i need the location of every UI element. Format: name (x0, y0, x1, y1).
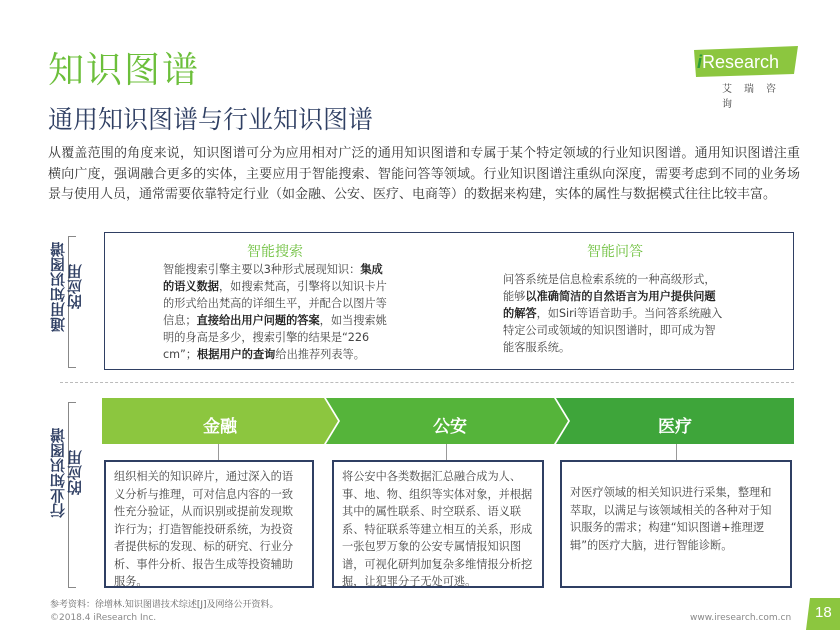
smart-search-title: 智能搜索 (247, 244, 303, 260)
security-connector (446, 444, 447, 460)
page-number: 18 (815, 604, 832, 621)
general-applications-box (104, 232, 794, 370)
smart-qa-text: 问答系统是信息检索系统的一种高级形式，能够以准确简洁的自然语言为用户提供问题的解答，如Siri等语音助手。当问答系统融入特定公司或领域的知识图谱时，即可成为智能客服系统。 (503, 273, 723, 354)
medical-label: 医疗 (658, 417, 692, 437)
iresearch-logo (694, 46, 798, 110)
page-title: 知识图谱 (48, 50, 201, 91)
logo-wordmark: iResearch (697, 52, 780, 72)
source-note: 参考资料：徐增林.知识图谱技术综述[J]及网络公开资料。 (50, 600, 279, 610)
copyright: ©2018.4 iResearch Inc. (50, 613, 157, 623)
finance-connector (218, 444, 219, 460)
section-divider (60, 382, 794, 383)
finance-card: 组织相关的知识碎片，通过深入的语义分析与推理，可对信息内容的一致性充分验证，从而识别或提前发现欺诈行为；打造智能投研系统，为投资者提供标的发现、标的研究、行业分析、事件分析、报告生成等投资辅助服务。 (104, 460, 314, 588)
intro-paragraph: 从覆盖范围的角度来说，知识图谱可分为应用相对广泛的通用知识图谱和专属于某个特定领域的行业知识图谱。通用知识图谱注重横向广度，强调融合更多的实体，主要应用于智能搜索、智能问答等领域。行业知识图谱注重纵向深度，需要考虑到不同的业务场景与使用人员，通常需要依靠特定行业（如金融、公安、医疗、电商等）的数据来构建，实体的属性与数据模式往往比较丰富。 (48, 146, 800, 202)
industry-side-label: 行业知识图谱 的应用 (49, 428, 84, 518)
security-label: 公安 (433, 417, 467, 437)
finance-label: 金融 (203, 417, 237, 437)
page-subtitle: 通用知识图谱与行业知识图谱 (48, 105, 374, 134)
logo-chinese-name: 艾瑞咨询 (722, 84, 788, 110)
smart-qa-title: 智能问答 (587, 244, 643, 260)
security-card: 将公安中各类数据汇总融合成为人、事、地、物、组织等实体对象，并根据其中的属性联系、时空联系、语义联系、特征联系等建立相互的关系，形成一张包罗万象的公安专属情报知识图谱，可视化研判加复杂多维情报分析挖掘，让犯罪分子无处可逃。 (332, 460, 544, 588)
smart-search-text: 智能搜索引擎主要以3种形式展现知识：集成的语义数据，如搜索梵高，引擎将以知识卡片的形式给出梵高的详细生平，并配合以图片等信息；直接给出用户问题的答案，如当搜索姚明的身高是多少，搜索引擎的结果是“226 cm”；根据用户的查询给出推荐列表等。 (163, 263, 387, 361)
medical-card: 对医疗领域的相关知识进行采集，整理和萃取，以满足与该领域相关的各种对于知识服务的需求；构建“知识图谱+推理逻辑”的医疗大脑，进行智能诊断。 (560, 460, 792, 588)
medical-connector (676, 444, 677, 460)
general-side-label: 通用知识图谱 的应用 (49, 242, 84, 332)
website-url: www.iresearch.com.cn (690, 613, 792, 623)
